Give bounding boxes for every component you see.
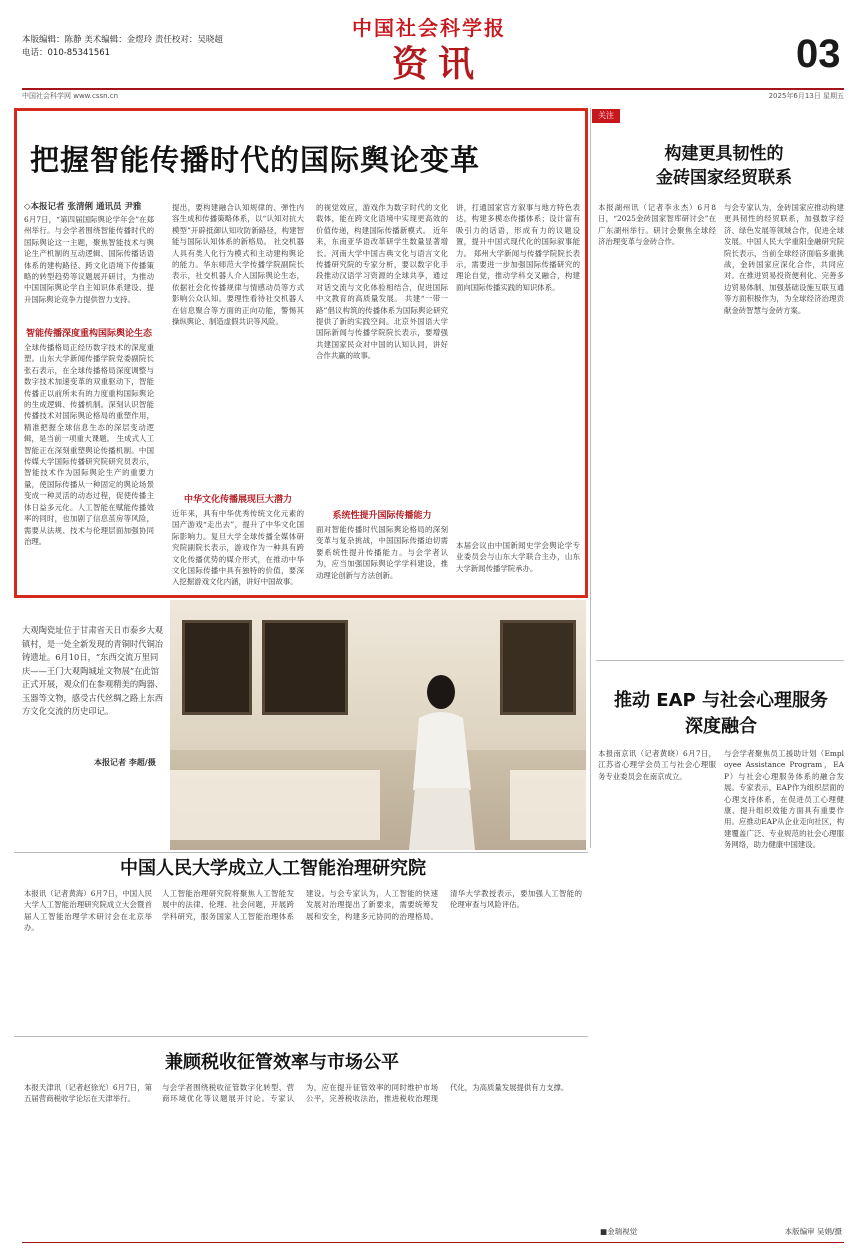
masthead-rule [22,88,844,90]
page-number: 03 [796,32,841,76]
footer-rule [22,1242,844,1243]
lead-col2-text: 提出，要构建融合认知规律的、弹性内容生成和传播策略体系，以“认知对抗大模型”开辟抵御认知攻防新路径，构建智能与国际认知体系的新格局。 社交机器人具有类人化行为模式和主动建构舆论的能力。华东师范大学传播学院副院长表示，社交机器人介入国际舆论生态，依据社会化传播规律与情感动员等方式影响公众认知。要理性看待社交机器人在信息聚合等方面的正向功能，警惕其操纵舆论、制造虚假共识等风险。 [172,203,304,327]
side2-body: 与会学者聚焦员工援助计划（Employee Assistance Program，EAP）与社会心理服务体系的融合发展。专家表示，EAP作为组织层面的心理支持体系，在促进员工心理健康、提升组织效能方面具有重要作用。应推动EAP从企业走向社区，构建覆盖广泛、专业规范的社会心理服务网络，助力健康中国建设。 [724,749,844,850]
lead-col3b-text: 面对智能传播时代国际舆论格局的深刻变革与复杂挑战，中国国际传播迫切需要系统性提升传播能力。与会学者认为，应当加强国际舆论学学科建设，推动理论创新与方法创新。 [316,525,448,580]
lead-col1-text: 6月7日，“第四届国际舆论学年会”在郑州举行。与会学者围绕智能传播时代的国际舆论这一主题，聚焦智能技术与舆论生产机制的互动逻辑、国际传播话语体系的建构路径、跨文化语境下传播策略的转型趋势等议题展开研讨，为推动中国国际舆论学自主知识体系建设、提升国际舆论竞争力提供智力支持。 [24,215,154,304]
masthead-info [22,34,223,60]
footer-left: ■金瑞视觉 [600,1227,638,1236]
side2-title [596,688,846,740]
lead-subhead-1: 智能传播深度重构国际舆论生态 [25,329,152,339]
photo-caption: 大观陶瓷址位于甘肃省天日市泰乡大观镇村，是一处全新发现的青铜时代铜冶铸遗址。6月10日，“东西交流万里同庆——王门大观陶城址文物展”在此馆正式开展，观众们在参观精美的陶器、玉器等文物，感受古代丝绸之路上东西方文化交流的历史印记。 [22,625,164,716]
lead-subhead-3: 系统性提升国际传播能力 [332,511,432,521]
side1-title-line1: 构建更具韧性的 [664,144,784,164]
mid-byline: 本报讯（记者黄海）6月7日，中国人民大学人工智能治理研究院成立大会暨首届人工智能治理学术研讨会在北京举办。 [24,889,152,933]
lead-col4-text: 讲，打通国家官方叙事与地方特色表达，构建多模态传播体系；设计富有吸引力的话语，形成有力的议题设置，提升中国式现代化的国际叙事能力。 郑州大学新闻与传播学院院长表示，需要进一步加强国际传播研究的理论自觉，推动学科交叉融合，构建面向国际传播实践的知识体系。 [456,203,580,292]
side-divider [596,660,844,661]
mid-divider [14,852,588,853]
bottom-title: 兼顾税收征管效率与市场公平 [165,1052,399,1073]
visitor-figure [385,670,495,850]
lead-subhead-2: 中华文化传播展现巨大潜力 [183,495,292,505]
footer-right: 本版编审 吴娟/摄 [784,1227,842,1236]
date-text: 2025年6月13日 星期五 [768,92,844,100]
lead-col4b-text: 本届会议由中国新闻史学会舆论学专业委员会与山东大学联合主办，山东大学新闻传播学院承办。 [456,541,580,573]
newspaper-logo: 中国社会科学报 [352,16,506,40]
side2-title-line2: 深度融合 [685,716,757,737]
side1-title [604,142,844,190]
mid-title: 中国人民大学成立人工智能治理研究院 [120,858,426,879]
section-title: 资讯 [392,44,485,85]
column-divider [590,108,591,848]
side1-body: 与会专家认为，金砖国家应推动构建更具韧性的经贸联系，加强数字经济、绿色发展等领域合作，促进全球发展。中国人民大学重阳金融研究院院长表示，当前全球经济面临多重挑战，金砖国家应深化合作，共同应对。在推进贸易投资便利化、完善多边贸易体制、加强基础设施互联互通等方面积极作为，为全球经济治理贡献金砖智慧与金砖方案。 [724,203,844,315]
phone-line: 电话：010-85341561 [22,48,111,58]
lead-col3-text: 的视觉效应，游戏作为数字时代的文化载体，能在跨文化语境中实现更高效的价值传递，构建国际传播新模式。 近年来，东南亚华语改革研学生数量显著增长。河南大学中国古典文化与语言文化传播研究院的专家分析，要以数字化手段推动汉语学习资源的全球共享，通过对话交流与文化体验相结合，促进国际中文教育的高质量发展。 共建“一带一路”倡议构筑的传播体系为国际舆论研究提供了新的实践空间。北京外国语大学国际新闻与传播学院院长表示，要增强共建国家民众对中国的认知认同，讲好合作共赢的故事。 [316,203,448,361]
website-text: 中国社会科学网 www.cssn.cn [22,92,119,100]
editors-line: 本版编辑：陈静 美术编辑：金煜玲 责任校对：吴晓超 [22,35,223,45]
photo-credit: 本报记者 李超/摄 [94,758,156,767]
side1-title-line2: 金砖国家经贸联系 [656,168,792,188]
bottom-body: 与会学者围绕税收征管数字化转型、营商环境优化等议题展开讨论。专家认为，应在提升征管效率的同时维护市场公平，完善税收法治，推进税收治理现代化，为高质量发展提供有力支撑。 [162,1083,569,1104]
lead-col2b-text: 近年来，具有中华优秀传统文化元素的国产游戏“走出去”，提升了中华文化国际影响力。复旦大学全球传播全媒体研究院副院长表示，游戏作为一种具有跨文化传播优势的媒介形式，在推动中华文化国际传播中具有独特的价值，要深入挖掘游戏文化内涵，讲好中国故事。 [172,509,304,587]
lead-col1b-text: 全球传播格局正经历数字技术的深度重塑。山东大学新闻传播学院党委副院长张石表示，在全球传播格局深度调整与数字技术加速变革的双重驱动下，智能传播正以前所未有的力度重构国际舆论的生成逻辑、传播机制。深刻认识智能传播技术对国际舆论格局的重塑作用，精准把握全球信息生态的深层变动逻辑，是当前一项重大课题。 生成式人工智能正在深刻重塑舆论传播机制。中国传媒大学国际传播研究院研究员表示，智能技术作为国际舆论生产的重要力量，使国际传播从一种固定的舆论场景变成一种灵活的动态过程，促使传播主体日益多元化。人工智能在赋能传播效率的同时，也加剧了信息茧房等风险，需要从法规、技术与伦理层面加强协同治理。 [24,343,154,546]
bottom-byline: 本报天津讯（记者赵徐光）6月7日，第五届营商税收学论坛在天津举行。 [24,1083,152,1104]
bottom-divider [14,1036,588,1037]
side-tag: 关注 [592,109,620,123]
lead-byline: ◇本报记者 张清俐 通讯员 尹雅 [24,202,142,212]
side2-byline: 本报南京讯（记者黄晓）6月7日，江苏省心理学会员工与社会心理服务专业委员会在南京成立。 [598,749,716,781]
lead-title: 把握智能传播时代的国际舆论变革 [30,143,481,177]
side2-title-line1: 推动 EAP 与社会心理服务 [614,690,828,711]
side1-byline: 本报湖州讯（记者李永杰）6月8日，“2025金砖国家智库研讨会”在广东湖州举行。研讨会聚焦全球经济治理变革与金砖合作。 [598,203,716,247]
exhibition-photo [170,600,586,850]
mid-body: 人工智能治理研究院将聚焦人工智能发展中的法律、伦理、社会问题，开展跨学科研究，服务国家人工智能治理体系建设。与会专家认为，人工智能的快速发展对治理提出了新要求，需要统筹发展和安全，构建多元协同的治理格局。清华大学教授表示，要加强人工智能的伦理审查与风险评估。 [162,889,582,921]
